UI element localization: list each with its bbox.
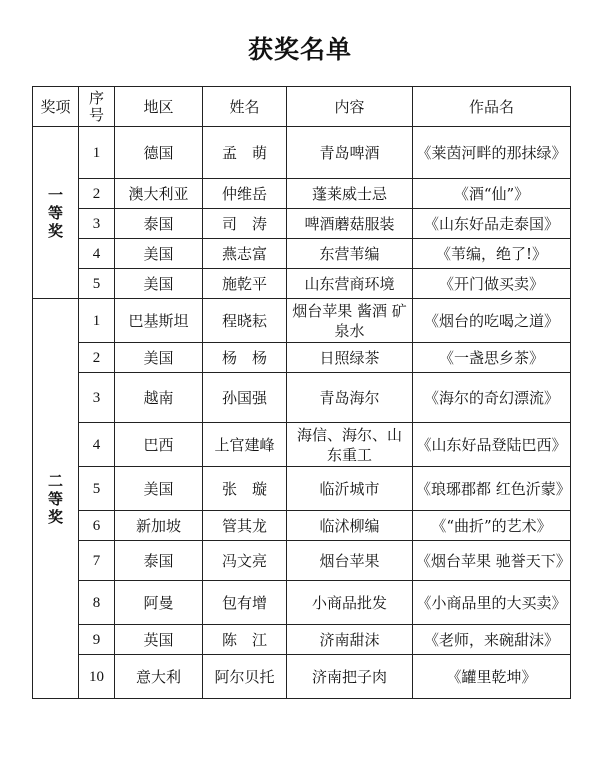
region-cell: 美国	[115, 467, 203, 511]
work-cell: 《“曲折”的艺术》	[413, 511, 571, 541]
content-cell: 济南甜沫	[287, 625, 413, 655]
table-row	[33, 511, 571, 541]
content-cell: 海信、海尔、山东重工	[287, 423, 413, 467]
award-table	[32, 86, 571, 699]
region-cell: 德国	[115, 127, 203, 179]
seq-cell: 3	[79, 373, 115, 423]
region-cell: 英国	[115, 625, 203, 655]
content-cell: 日照绿茶	[287, 343, 413, 373]
work-cell: 《一盏思乡茶》	[413, 343, 571, 373]
table-row	[33, 239, 571, 269]
work-cell: 《琅琊郡都 红色沂蒙》	[413, 467, 571, 511]
table-row	[33, 655, 571, 699]
name-cell: 包有增	[203, 581, 287, 625]
seq-cell: 4	[79, 423, 115, 467]
work-cell: 《老师，来碗甜沫》	[413, 625, 571, 655]
table-row	[33, 541, 571, 581]
content-cell: 山东营商环境	[287, 269, 413, 299]
header-row	[33, 87, 571, 127]
header-seq: 序号	[79, 87, 115, 127]
work-cell: 《开门做买卖》	[413, 269, 571, 299]
seq-cell: 6	[79, 511, 115, 541]
work-cell: 《小商品里的大买卖》	[413, 581, 571, 625]
seq-cell: 8	[79, 581, 115, 625]
work-cell: 《莱茵河畔的那抹绿》	[413, 127, 571, 179]
work-cell: 《海尔的奇幻漂流》	[413, 373, 571, 423]
table-row	[33, 299, 571, 343]
work-cell: 《烟台苹果 驰誉天下》	[413, 541, 571, 581]
name-cell: 管其龙	[203, 511, 287, 541]
header-region: 地区	[115, 87, 203, 127]
content-cell: 济南把子肉	[287, 655, 413, 699]
seq-cell: 1	[79, 127, 115, 179]
name-cell: 杨 杨	[203, 343, 287, 373]
award-level-label: 二等奖	[47, 471, 63, 526]
seq-cell: 2	[79, 343, 115, 373]
seq-cell: 4	[79, 239, 115, 269]
work-cell: 《酒“仙”》	[413, 179, 571, 209]
table-row	[33, 179, 571, 209]
name-cell: 张 璇	[203, 467, 287, 511]
seq-cell: 2	[79, 179, 115, 209]
name-cell: 司 涛	[203, 209, 287, 239]
work-cell: 《烟台的吃喝之道》	[413, 299, 571, 343]
region-cell: 新加坡	[115, 511, 203, 541]
table-row	[33, 127, 571, 179]
content-cell: 蓬莱威士忌	[287, 179, 413, 209]
region-cell: 意大利	[115, 655, 203, 699]
award-level-label: 一等奖	[47, 185, 63, 240]
header-name: 姓名	[203, 87, 287, 127]
work-cell: 《罐里乾坤》	[413, 655, 571, 699]
seq-cell: 7	[79, 541, 115, 581]
content-cell: 烟台苹果 酱酒 矿泉水	[287, 299, 413, 343]
region-cell: 阿曼	[115, 581, 203, 625]
region-cell: 巴基斯坦	[115, 299, 203, 343]
table-row	[33, 209, 571, 239]
table-row	[33, 269, 571, 299]
header-work: 作品名	[413, 87, 571, 127]
table-row	[33, 581, 571, 625]
table-row	[33, 343, 571, 373]
content-cell: 临沂城市	[287, 467, 413, 511]
work-cell: 《山东好品登陆巴西》	[413, 423, 571, 467]
region-cell: 泰国	[115, 209, 203, 239]
content-cell: 青岛海尔	[287, 373, 413, 423]
region-cell: 巴西	[115, 423, 203, 467]
name-cell: 陈 江	[203, 625, 287, 655]
name-cell: 冯文亮	[203, 541, 287, 581]
work-cell: 《山东好品走泰国》	[413, 209, 571, 239]
table-row	[33, 467, 571, 511]
content-cell: 东营苇编	[287, 239, 413, 269]
name-cell: 施乾平	[203, 269, 287, 299]
region-cell: 泰国	[115, 541, 203, 581]
work-cell: 《苇编，绝了!》	[413, 239, 571, 269]
content-cell: 啤酒蘑菇服装	[287, 209, 413, 239]
name-cell: 孟 萌	[203, 127, 287, 179]
name-cell: 程晓耘	[203, 299, 287, 343]
header-award: 奖项	[33, 87, 79, 127]
content-cell: 临沭柳编	[287, 511, 413, 541]
award-level-cell	[33, 299, 79, 699]
name-cell: 仲维岳	[203, 179, 287, 209]
seq-cell: 3	[79, 209, 115, 239]
region-cell: 澳大利亚	[115, 179, 203, 209]
content-cell: 小商品批发	[287, 581, 413, 625]
award-level-cell	[33, 127, 79, 299]
name-cell: 孙国强	[203, 373, 287, 423]
seq-cell: 5	[79, 269, 115, 299]
header-content: 内容	[287, 87, 413, 127]
seq-cell: 9	[79, 625, 115, 655]
page-title: 获奖名单	[247, 35, 352, 64]
seq-cell: 10	[79, 655, 115, 699]
name-cell: 燕志富	[203, 239, 287, 269]
name-cell: 阿尔贝托	[203, 655, 287, 699]
table-row	[33, 625, 571, 655]
content-cell: 青岛啤酒	[287, 127, 413, 179]
region-cell: 美国	[115, 239, 203, 269]
seq-cell: 5	[79, 467, 115, 511]
region-cell: 美国	[115, 269, 203, 299]
seq-cell: 1	[79, 299, 115, 343]
table-row	[33, 423, 571, 467]
name-cell: 上官建峰	[203, 423, 287, 467]
content-cell: 烟台苹果	[287, 541, 413, 581]
region-cell: 美国	[115, 343, 203, 373]
table-row	[33, 373, 571, 423]
region-cell: 越南	[115, 373, 203, 423]
